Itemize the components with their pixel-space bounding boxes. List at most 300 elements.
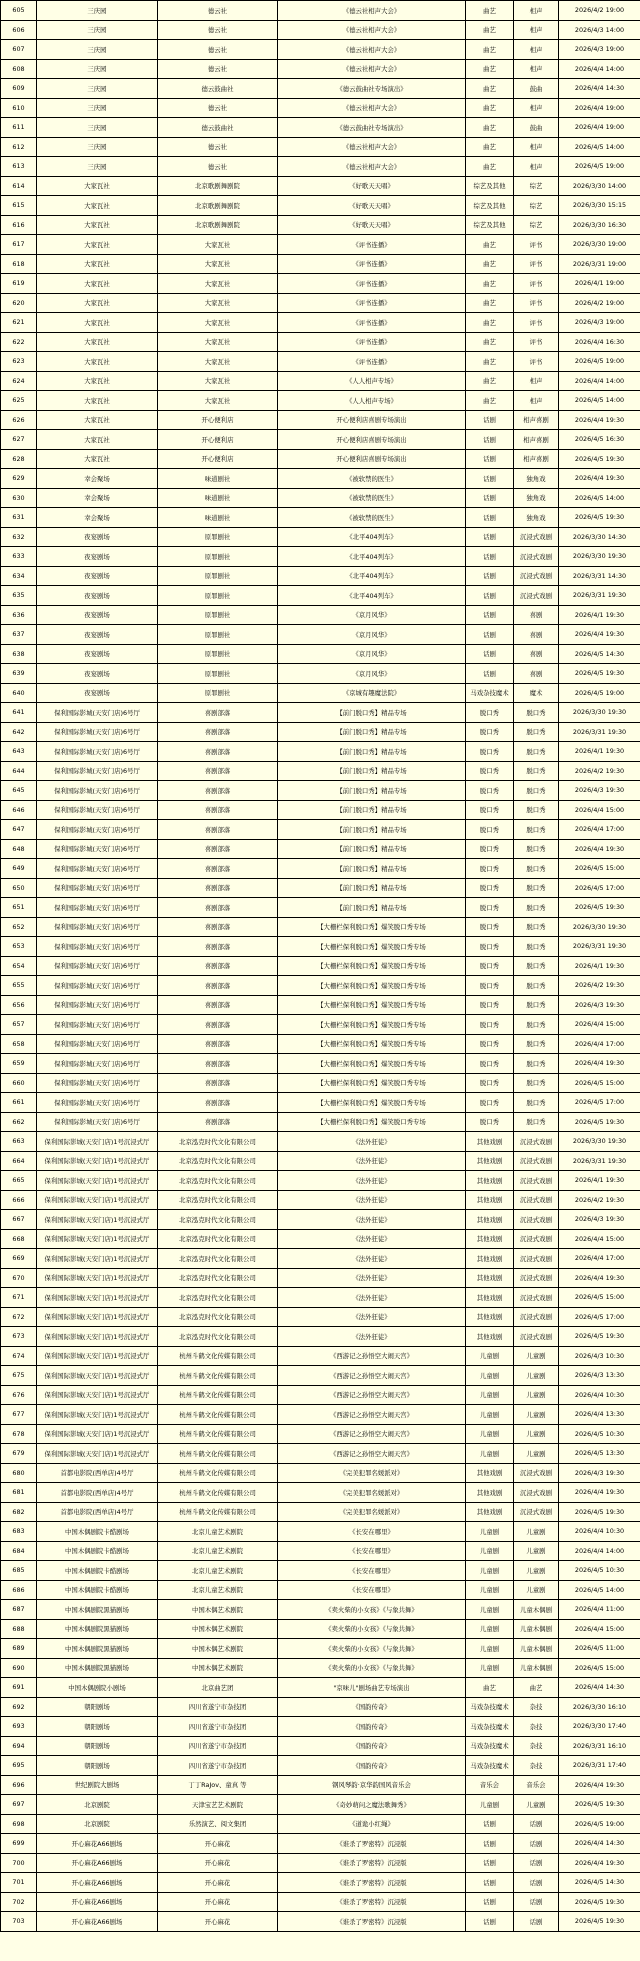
- category-cell: 曲艺: [466, 137, 514, 157]
- show-title-cell: 《国韵传奇》: [278, 1717, 466, 1737]
- row-number: 636: [1, 605, 37, 625]
- showtime-cell: 2026/4/5 19:30: [559, 449, 640, 469]
- row-number: 685: [1, 1561, 37, 1581]
- row-number: 682: [1, 1502, 37, 1522]
- table-row: [1, 664, 640, 684]
- show-title-cell: 《好歌天天唱》: [278, 215, 466, 235]
- organizer-cell: 北京泓克时代文化有限公司: [158, 1249, 278, 1269]
- venue-cell: 保利国际影城(天安门店)1号沉浸式厅: [37, 1288, 158, 1308]
- organizer-cell: 喜剧部落: [158, 917, 278, 937]
- organizer-cell: 原罪剧社: [158, 625, 278, 645]
- category-cell: 脱口秀: [466, 878, 514, 898]
- subcategory-cell: 魔术: [514, 683, 559, 703]
- category-cell: 脱口秀: [466, 898, 514, 918]
- table-row: [1, 20, 640, 40]
- venue-cell: 朝阳剧场: [37, 1717, 158, 1737]
- subcategory-cell: 儿童剧: [514, 1385, 559, 1405]
- table-row: [1, 118, 640, 138]
- show-title-cell: 开心便利店喜剧专场演出: [278, 410, 466, 430]
- show-title-cell: 《西游记之孙悟空大闹天宫》: [278, 1385, 466, 1405]
- show-title-cell: 《人人相声专场》: [278, 391, 466, 411]
- organizer-cell: 北京歌剧舞剧院: [158, 215, 278, 235]
- category-cell: 曲艺: [466, 118, 514, 138]
- show-title-cell: 【大栅栏保利脱口秀】爆笑脱口秀专场: [278, 1015, 466, 1035]
- venue-cell: 保利国际影城(天安门店)6号厅: [37, 1093, 158, 1113]
- showtime-cell: 2026/4/3 19:00: [559, 313, 640, 333]
- category-cell: 话剧: [466, 1873, 514, 1893]
- organizer-cell: 喜剧部落: [158, 742, 278, 762]
- showtime-cell: 2026/4/4 11:00: [559, 1600, 640, 1620]
- table-row: [1, 605, 640, 625]
- organizer-cell: 喜剧部落: [158, 995, 278, 1015]
- category-cell: 脱口秀: [466, 1112, 514, 1132]
- row-number: 647: [1, 820, 37, 840]
- showtime-cell: 2026/4/4 14:30: [559, 1834, 640, 1854]
- category-cell: 综艺及其他: [466, 196, 514, 216]
- venue-cell: 大家瓦社: [37, 391, 158, 411]
- organizer-cell: 德云社: [158, 157, 278, 177]
- row-number: 690: [1, 1658, 37, 1678]
- subcategory-cell: 话剧: [514, 1892, 559, 1912]
- venue-cell: 大家瓦社: [37, 274, 158, 294]
- row-number: 660: [1, 1073, 37, 1093]
- showtime-cell: 2026/4/5 14:00: [559, 1580, 640, 1600]
- show-title-cell: 《北平404列车》: [278, 547, 466, 567]
- subcategory-cell: 脱口秀: [514, 995, 559, 1015]
- venue-cell: 保利国际影城(天安门店)6号厅: [37, 859, 158, 879]
- subcategory-cell: 沉浸式戏剧: [514, 1327, 559, 1347]
- category-cell: 其他戏剧: [466, 1307, 514, 1327]
- subcategory-cell: 儿童剧: [514, 1522, 559, 1542]
- category-cell: 脱口秀: [466, 742, 514, 762]
- table-row: [1, 274, 640, 294]
- organizer-cell: 喜剧部落: [158, 722, 278, 742]
- venue-cell: 夜宴剧场: [37, 605, 158, 625]
- category-cell: 儿童剧: [466, 1580, 514, 1600]
- showtime-cell: 2026/3/30 16:30: [559, 215, 640, 235]
- organizer-cell: 中国木偶艺术剧院: [158, 1658, 278, 1678]
- venue-cell: 夜宴剧场: [37, 625, 158, 645]
- organizer-cell: 北京泓克时代文化有限公司: [158, 1288, 278, 1308]
- row-number: 616: [1, 215, 37, 235]
- subcategory-cell: 相声: [514, 20, 559, 40]
- show-title-cell: 《评书连播》: [278, 352, 466, 372]
- showtime-cell: 2026/4/1 19:00: [559, 274, 640, 294]
- row-number: 658: [1, 1034, 37, 1054]
- subcategory-cell: 沉浸式戏剧: [514, 586, 559, 606]
- row-number: 620: [1, 293, 37, 313]
- category-cell: 话剧: [466, 527, 514, 547]
- subcategory-cell: 相声: [514, 371, 559, 391]
- row-number: 638: [1, 644, 37, 664]
- table-row: [1, 1366, 640, 1386]
- row-number: 615: [1, 196, 37, 216]
- show-title-cell: 【前门脱口秀】精品专场: [278, 703, 466, 723]
- category-cell: 儿童剧: [466, 1424, 514, 1444]
- show-title-cell: 《谁杀了罗密特》沉浸版: [278, 1834, 466, 1854]
- subcategory-cell: 杂技: [514, 1697, 559, 1717]
- organizer-cell: 德云社: [158, 59, 278, 79]
- venue-cell: 保利国际影城(天安门店)6号厅: [37, 742, 158, 762]
- venue-cell: 朝阳剧场: [37, 1756, 158, 1776]
- subcategory-cell: 杂技: [514, 1756, 559, 1776]
- row-number: 617: [1, 235, 37, 255]
- show-title-cell: 《北平404列车》: [278, 586, 466, 606]
- table-row: [1, 1756, 640, 1776]
- table-row: [1, 1561, 640, 1581]
- table-row: [1, 137, 640, 157]
- table-row: [1, 976, 640, 996]
- row-number: 612: [1, 137, 37, 157]
- show-title-cell: 【大栅栏保利脱口秀】爆笑脱口秀专场: [278, 1073, 466, 1093]
- show-title-cell: 《京月风华》: [278, 644, 466, 664]
- category-cell: 话剧: [466, 508, 514, 528]
- showtime-cell: 2026/4/3 13:30: [559, 1366, 640, 1386]
- showtime-cell: 2026/4/4 19:30: [559, 1853, 640, 1873]
- show-title-cell: 《西游记之孙悟空大闹天宫》: [278, 1346, 466, 1366]
- row-number: 672: [1, 1307, 37, 1327]
- row-number: 643: [1, 742, 37, 762]
- category-cell: 马戏杂技魔术: [466, 1717, 514, 1737]
- table-row: [1, 1073, 640, 1093]
- row-number: 659: [1, 1054, 37, 1074]
- show-title-cell: 《长安在哪里》: [278, 1541, 466, 1561]
- show-title-cell: 《人人相声专场》: [278, 371, 466, 391]
- organizer-cell: 北京儿童艺术剧院: [158, 1541, 278, 1561]
- subcategory-cell: 脱口秀: [514, 820, 559, 840]
- show-title-cell: 《法外狂徒》: [278, 1288, 466, 1308]
- organizer-cell: 北京泓克时代文化有限公司: [158, 1132, 278, 1152]
- subcategory-cell: 儿童剧: [514, 1405, 559, 1425]
- category-cell: 马戏杂技魔术: [466, 1697, 514, 1717]
- row-number: 610: [1, 98, 37, 118]
- category-cell: 话剧: [466, 1834, 514, 1854]
- subcategory-cell: 儿童剧: [514, 1541, 559, 1561]
- venue-cell: 首都电影院(西单店)4号厅: [37, 1483, 158, 1503]
- show-title-cell: 《京月风华》: [278, 605, 466, 625]
- category-cell: 话剧: [466, 488, 514, 508]
- subcategory-cell: 沉浸式戏剧: [514, 547, 559, 567]
- category-cell: 脱口秀: [466, 995, 514, 1015]
- showtime-cell: 2026/4/4 14:30: [559, 79, 640, 99]
- category-cell: 其他戏剧: [466, 1288, 514, 1308]
- table-row: [1, 1775, 640, 1795]
- category-cell: 曲艺: [466, 40, 514, 60]
- showtime-cell: 2026/4/4 19:30: [559, 1775, 640, 1795]
- category-cell: 儿童剧: [466, 1600, 514, 1620]
- subcategory-cell: 音乐会: [514, 1775, 559, 1795]
- schedule-body: [1, 1, 640, 1932]
- row-number: 666: [1, 1190, 37, 1210]
- table-row: [1, 995, 640, 1015]
- showtime-cell: 2026/4/5 15:00: [559, 859, 640, 879]
- organizer-cell: 四川省遂宁市杂技团: [158, 1717, 278, 1737]
- category-cell: 脱口秀: [466, 956, 514, 976]
- category-cell: 脱口秀: [466, 781, 514, 801]
- row-number: 625: [1, 391, 37, 411]
- showtime-cell: 2026/4/5 19:30: [559, 1892, 640, 1912]
- table-row: [1, 1385, 640, 1405]
- organizer-cell: 开心便利店: [158, 430, 278, 450]
- organizer-cell: 北京泓克时代文化有限公司: [158, 1171, 278, 1191]
- subcategory-cell: 话剧: [514, 1853, 559, 1873]
- subcategory-cell: 相声: [514, 391, 559, 411]
- row-number: 613: [1, 157, 37, 177]
- organizer-cell: 喜剧部落: [158, 820, 278, 840]
- showtime-cell: 2026/4/4 19:30: [559, 469, 640, 489]
- category-cell: 儿童剧: [466, 1619, 514, 1639]
- venue-cell: 大家瓦社: [37, 449, 158, 469]
- venue-cell: 大家瓦社: [37, 235, 158, 255]
- show-title-cell: 《德云社相声大会》: [278, 59, 466, 79]
- show-title-cell: 《国韵传奇》: [278, 1756, 466, 1776]
- organizer-cell: 喜剧部落: [158, 1034, 278, 1054]
- table-row: [1, 800, 640, 820]
- showtime-cell: 2026/3/30 14:00: [559, 176, 640, 196]
- category-cell: 话剧: [466, 566, 514, 586]
- subcategory-cell: 独角戏: [514, 508, 559, 528]
- category-cell: 话剧: [466, 469, 514, 489]
- table-row: [1, 1327, 640, 1347]
- table-row: [1, 1697, 640, 1717]
- venue-cell: 大家瓦社: [37, 196, 158, 216]
- organizer-cell: 杭州斗鹤文化传媒有限公司: [158, 1483, 278, 1503]
- table-row: [1, 917, 640, 937]
- showtime-cell: 2026/4/5 19:00: [559, 157, 640, 177]
- category-cell: 脱口秀: [466, 839, 514, 859]
- subcategory-cell: 脱口秀: [514, 703, 559, 723]
- subcategory-cell: 话剧: [514, 1814, 559, 1834]
- showtime-cell: 2026/4/5 10:30: [559, 1561, 640, 1581]
- category-cell: 话剧: [466, 449, 514, 469]
- organizer-cell: 北京泓克时代文化有限公司: [158, 1307, 278, 1327]
- venue-cell: 首都电影院(西单店)4号厅: [37, 1463, 158, 1483]
- category-cell: 其他戏剧: [466, 1327, 514, 1347]
- organizer-cell: 开心便利店: [158, 449, 278, 469]
- subcategory-cell: 脱口秀: [514, 859, 559, 879]
- venue-cell: 幸会聚场: [37, 469, 158, 489]
- showtime-cell: 2026/3/31 16:10: [559, 1736, 640, 1756]
- row-number: 653: [1, 937, 37, 957]
- organizer-cell: 中国木偶艺术剧院: [158, 1619, 278, 1639]
- show-title-cell: 《西游记之孙悟空大闹天宫》: [278, 1424, 466, 1444]
- row-number: 651: [1, 898, 37, 918]
- venue-cell: 保利国际影城(天安门店)1号沉浸式厅: [37, 1132, 158, 1152]
- venue-cell: 夜宴剧场: [37, 586, 158, 606]
- row-number: 621: [1, 313, 37, 333]
- show-title-cell: 【大栅栏保利脱口秀】爆笑脱口秀专场: [278, 1054, 466, 1074]
- table-row: [1, 1171, 640, 1191]
- subcategory-cell: 儿童木偶剧: [514, 1600, 559, 1620]
- table-row: [1, 898, 640, 918]
- showtime-cell: 2026/4/1 19:30: [559, 1171, 640, 1191]
- venue-cell: 中国木偶剧院黑猫剧场: [37, 1600, 158, 1620]
- showtime-cell: 2026/4/5 19:30: [559, 1112, 640, 1132]
- show-title-cell: 【前门脱口秀】精品专场: [278, 839, 466, 859]
- subcategory-cell: 脱口秀: [514, 956, 559, 976]
- show-title-cell: 《德云鼓曲社专场演出》: [278, 118, 466, 138]
- showtime-cell: 2026/4/4 19:30: [559, 625, 640, 645]
- subcategory-cell: 评书: [514, 235, 559, 255]
- table-row: [1, 1346, 640, 1366]
- row-number: 688: [1, 1619, 37, 1639]
- category-cell: 脱口秀: [466, 976, 514, 996]
- category-cell: 话剧: [466, 625, 514, 645]
- category-cell: 其他戏剧: [466, 1210, 514, 1230]
- table-row: [1, 1268, 640, 1288]
- showtime-cell: 2026/3/31 19:30: [559, 1151, 640, 1171]
- category-cell: 话剧: [466, 430, 514, 450]
- category-cell: 曲艺: [466, 332, 514, 352]
- organizer-cell: 北京儿童艺术剧院: [158, 1580, 278, 1600]
- show-title-cell: "京味儿"剧场曲艺专场演出: [278, 1678, 466, 1698]
- showtime-cell: 2026/3/31 19:30: [559, 586, 640, 606]
- show-title-cell: 《法外狂徒》: [278, 1190, 466, 1210]
- show-title-cell: 【前门脱口秀】精品专场: [278, 742, 466, 762]
- organizer-cell: 大家瓦社: [158, 254, 278, 274]
- category-cell: 综艺及其他: [466, 176, 514, 196]
- venue-cell: 夜宴剧场: [37, 547, 158, 567]
- show-title-cell: 【前门脱口秀】精品专场: [278, 820, 466, 840]
- venue-cell: 保利国际影城(天安门店)6号厅: [37, 1034, 158, 1054]
- organizer-cell: 德云社: [158, 137, 278, 157]
- subcategory-cell: 脱口秀: [514, 976, 559, 996]
- showtime-cell: 2026/4/4 19:30: [559, 410, 640, 430]
- table-row: [1, 391, 640, 411]
- row-number: 684: [1, 1541, 37, 1561]
- subcategory-cell: 儿童木偶剧: [514, 1658, 559, 1678]
- venue-cell: 保利国际影城(天安门店)1号沉浸式厅: [37, 1151, 158, 1171]
- subcategory-cell: 沉浸式戏剧: [514, 1502, 559, 1522]
- organizer-cell: 开心麻花: [158, 1912, 278, 1932]
- showtime-cell: 2026/3/31 19:30: [559, 722, 640, 742]
- venue-cell: 保利国际影城(天安门店)6号厅: [37, 839, 158, 859]
- show-title-cell: 【前门脱口秀】精品专场: [278, 800, 466, 820]
- venue-cell: 开心麻花A66剧场: [37, 1892, 158, 1912]
- category-cell: 脱口秀: [466, 722, 514, 742]
- show-title-cell: 《道诡小红绳》: [278, 1814, 466, 1834]
- showtime-cell: 2026/4/5 19:30: [559, 508, 640, 528]
- subcategory-cell: 沉浸式戏剧: [514, 1132, 559, 1152]
- organizer-cell: 丁丁RaJov、童真 等: [158, 1775, 278, 1795]
- table-row: [1, 449, 640, 469]
- row-number: 654: [1, 956, 37, 976]
- category-cell: 曲艺: [466, 313, 514, 333]
- show-title-cell: 《卖火柴的小女孩》《与象共舞》: [278, 1639, 466, 1659]
- row-number: 614: [1, 176, 37, 196]
- row-number: 691: [1, 1678, 37, 1698]
- category-cell: 脱口秀: [466, 1054, 514, 1074]
- subcategory-cell: 沉浸式戏剧: [514, 1307, 559, 1327]
- subcategory-cell: 儿童木偶剧: [514, 1619, 559, 1639]
- category-cell: 儿童剧: [466, 1366, 514, 1386]
- row-number: 607: [1, 40, 37, 60]
- table-row: [1, 1892, 640, 1912]
- row-number: 624: [1, 371, 37, 391]
- showtime-cell: 2026/3/30 16:10: [559, 1697, 640, 1717]
- show-title-cell: 《好歌天天唱》: [278, 176, 466, 196]
- organizer-cell: 原罪剧社: [158, 527, 278, 547]
- subcategory-cell: 沉浸式戏剧: [514, 1483, 559, 1503]
- category-cell: 马戏杂技魔术: [466, 683, 514, 703]
- subcategory-cell: 儿童剧: [514, 1366, 559, 1386]
- show-title-cell: 《卖火柴的小女孩》《与象共舞》: [278, 1658, 466, 1678]
- organizer-cell: 喜剧部落: [158, 800, 278, 820]
- venue-cell: 夜宴剧场: [37, 664, 158, 684]
- show-title-cell: 【前门脱口秀】精品专场: [278, 898, 466, 918]
- venue-cell: 大家瓦社: [37, 430, 158, 450]
- venue-cell: 三庆园: [37, 118, 158, 138]
- show-title-cell: 【大栅栏保利脱口秀】爆笑脱口秀专场: [278, 995, 466, 1015]
- venue-cell: 朝阳剧场: [37, 1697, 158, 1717]
- table-row: [1, 157, 640, 177]
- table-row: [1, 313, 640, 333]
- showtime-cell: 2026/4/4 17:00: [559, 1034, 640, 1054]
- category-cell: 脱口秀: [466, 1093, 514, 1113]
- venue-cell: 保利国际影城(天安门店)1号沉浸式厅: [37, 1210, 158, 1230]
- table-row: [1, 176, 640, 196]
- organizer-cell: 德云鼓曲社: [158, 118, 278, 138]
- venue-cell: 保利国际影城(天安门店)6号厅: [37, 703, 158, 723]
- row-number: 678: [1, 1424, 37, 1444]
- table-row: [1, 1190, 640, 1210]
- organizer-cell: 乐然演艺、阅文集团: [158, 1814, 278, 1834]
- row-number: 671: [1, 1288, 37, 1308]
- row-number: 686: [1, 1580, 37, 1600]
- showtime-cell: 2026/4/3 19:30: [559, 995, 640, 1015]
- subcategory-cell: 脱口秀: [514, 742, 559, 762]
- venue-cell: 保利国际影城(天安门店)1号沉浸式厅: [37, 1190, 158, 1210]
- table-row: [1, 1814, 640, 1834]
- row-number: 637: [1, 625, 37, 645]
- subcategory-cell: 脱口秀: [514, 1093, 559, 1113]
- category-cell: 话剧: [466, 1892, 514, 1912]
- row-number: 670: [1, 1268, 37, 1288]
- category-cell: 话剧: [466, 664, 514, 684]
- row-number: 630: [1, 488, 37, 508]
- organizer-cell: 开心麻花: [158, 1853, 278, 1873]
- subcategory-cell: 儿童剧: [514, 1346, 559, 1366]
- venue-cell: 大家瓦社: [37, 352, 158, 372]
- show-title-cell: 《被软禁的医生》: [278, 469, 466, 489]
- show-title-cell: 《完美犯罪名媛派对》: [278, 1463, 466, 1483]
- show-title-cell: 《德云社相声大会》: [278, 98, 466, 118]
- showtime-cell: 2026/4/1 19:30: [559, 956, 640, 976]
- table-row: [1, 1054, 640, 1074]
- showtime-cell: 2026/4/4 19:30: [559, 1268, 640, 1288]
- table-row: [1, 1, 640, 21]
- organizer-cell: 德云鼓曲社: [158, 79, 278, 99]
- table-row: [1, 79, 640, 99]
- row-number: 626: [1, 410, 37, 430]
- venue-cell: 保利国际影城(天安门店)6号厅: [37, 937, 158, 957]
- showtime-cell: 2026/3/30 19:30: [559, 917, 640, 937]
- row-number: 641: [1, 703, 37, 723]
- showtime-cell: 2026/4/2 19:00: [559, 1, 640, 21]
- subcategory-cell: 评书: [514, 254, 559, 274]
- table-row: [1, 683, 640, 703]
- subcategory-cell: 脱口秀: [514, 781, 559, 801]
- row-number: 662: [1, 1112, 37, 1132]
- category-cell: 儿童剧: [466, 1639, 514, 1659]
- category-cell: 话剧: [466, 1853, 514, 1873]
- organizer-cell: 原罪剧社: [158, 664, 278, 684]
- show-title-cell: 《德云社相声大会》: [278, 157, 466, 177]
- show-title-cell: 开心便利店喜剧专场演出: [278, 430, 466, 450]
- subcategory-cell: 曲艺: [514, 1678, 559, 1698]
- row-number: 623: [1, 352, 37, 372]
- row-number: 631: [1, 508, 37, 528]
